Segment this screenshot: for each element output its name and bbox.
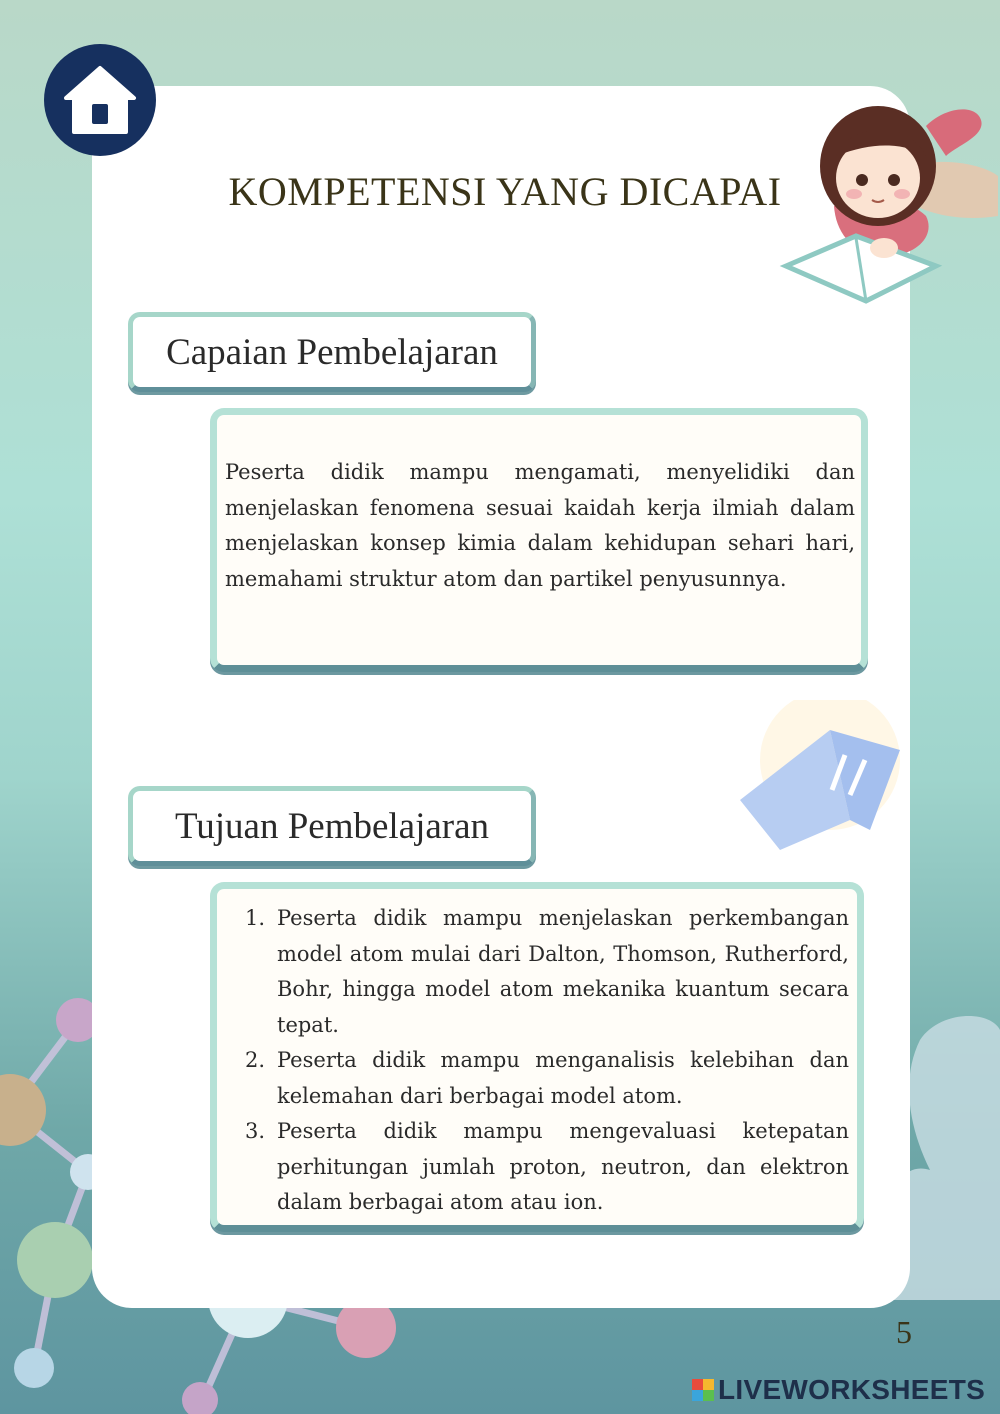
list-item — [245, 1114, 849, 1221]
liveworksheets-logo[interactable] — [692, 1374, 985, 1406]
list-text: Peserta didik mampu mengevaluasi ketepatan perhitungan jumlah proton, neutron, dan elektron dalam berbagai atom atau ion. — [277, 1119, 849, 1214]
list-item — [245, 1043, 849, 1114]
atom-node — [14, 1348, 54, 1388]
page-title: KOMPETENSI YANG DICAPAI — [228, 169, 782, 214]
home-icon — [60, 60, 140, 140]
girl-reading-illustration — [776, 96, 1000, 322]
atom-node — [17, 1222, 93, 1298]
capaian-box — [210, 408, 868, 672]
list-text: Peserta didik mampu menganalisis kelebihan dan kelemahan dari berbagai model atom. — [277, 1048, 849, 1108]
list-number: 2. — [245, 1048, 266, 1072]
tujuan-heading: Tujuan Pembelajaran — [128, 786, 536, 866]
list-number: 3. — [245, 1119, 266, 1143]
capaian-text: Peserta didik mampu mengamati, menyelidiki dan menjelaskan fenomena sesuai kaidah kerja ilmiah dalam menjelaskan konsep kimia dalam kehidupan sehari hari, memahami struktur atom dan partikel penyusunnya. — [225, 460, 855, 591]
list-number: 1. — [245, 906, 266, 930]
list-text: Peserta didik mampu menjelaskan perkembangan model atom mulai dari Dalton, Thomson, Rutherford, Bohr, hingga model atom mekanika kuantum secara tepat. — [277, 906, 849, 1037]
capaian-heading: Capaian Pembelajaran — [128, 312, 536, 392]
tujuan-box — [210, 882, 864, 1232]
liveworksheets-text: LIVEWORKSHEETS — [718, 1374, 986, 1405]
book-illustration — [720, 700, 920, 860]
atom-node — [182, 1382, 218, 1414]
home-button[interactable] — [44, 44, 156, 156]
page-number: 5 — [896, 1314, 912, 1350]
tujuan-list — [245, 901, 849, 1221]
liveworksheets-icon — [692, 1379, 714, 1401]
list-item — [245, 901, 849, 1043]
